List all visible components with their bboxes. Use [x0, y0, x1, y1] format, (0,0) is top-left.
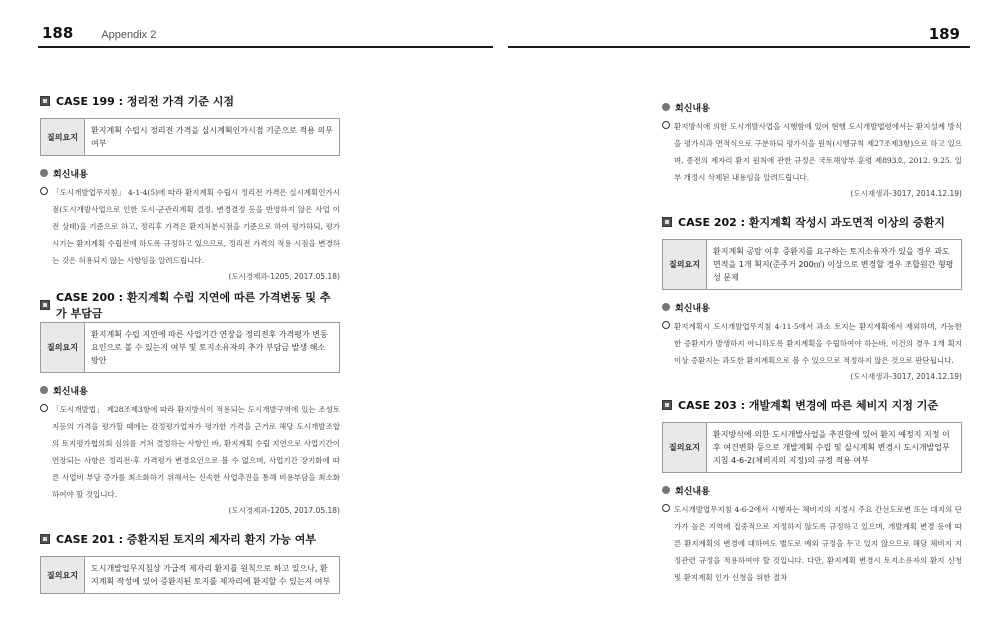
case-title	[40, 92, 340, 110]
question-box	[662, 239, 962, 290]
question-label: 질의요지	[41, 323, 85, 372]
answer-dot-icon	[40, 169, 48, 177]
answer-text: 환지방식에 의한 도시개발사업을 시행함에 있어 현행 도시개발법령에서는 환지설계 방식을 평가식과 면적식으로 구분하되 평가식을 원칙(시행규칙 제27조제3항)으로 하고 있으며, 종전의 제자리 환지 원칙에 관한 규정은 국토해양부 훈령 제893호, 2012. 9.25. 일부 개정시 삭제된 내용임을 알려드립니다.	[674, 122, 962, 182]
answer-body	[662, 118, 962, 186]
reference-note: (도시재생과-3017, 2014.12.19)	[850, 189, 962, 198]
reference-note: (도시경제과-1205, 2017.05.18)	[228, 272, 340, 281]
answer-heading	[662, 100, 962, 114]
right-page-number: 189	[928, 25, 960, 43]
answer-dot-icon	[662, 303, 670, 311]
case-title-text: CASE 203 : 개발계획 변경에 따른 체비지 지정 기준	[678, 399, 939, 412]
reference-note: (도시재생과-3017, 2014.12.19)	[850, 372, 962, 381]
answer-text: 「도시개발업무지침」 4-1-4(5)에 따라 환지계획 수립시 정리전 가격은 실시계획인가시점(도시개발사업으로 인한 도시·군관리계획 결정, 변경결정 등을 반영하지 않은 사업 이전 상태)을 기준으로 하고, 정리후 가격은 환지처분시점을 기준으로 하여 평가하되, 평가시기는 환지계획 수립전에 하도록 규정하고 있으므로, 정리전 가격의 적용 시점을 변경하는 것은 허용되지 않는 사항임을 알려드립니다.	[52, 188, 340, 265]
case-title-text: CASE 201 : 증환지된 토지의 제자리 환지 가능 여부	[56, 533, 317, 546]
question-box	[40, 556, 340, 594]
answer-label: 회신내용	[53, 386, 88, 397]
question-label: 질의요지	[663, 423, 707, 472]
answer-body	[662, 501, 962, 586]
left-page-header	[42, 24, 156, 42]
answer-heading	[662, 483, 962, 497]
question-text: 환지계획 수립시 정리전 가격을 실시계획인가시점 기준으로 적용 의무 여부	[91, 126, 333, 148]
left-header-rule	[38, 46, 493, 48]
circle-bullet-icon	[40, 187, 48, 195]
circle-bullet-icon	[662, 321, 670, 329]
answer-label: 회신내용	[675, 486, 710, 497]
left-page-body	[40, 92, 340, 594]
case-title-text: CASE 200 : 환지계획 수립 지연에 따른 가격변동 및 추가 부담금	[56, 291, 331, 320]
question-text: 환지계획 수립 지연에 따른 사업기간 연장을 정리전후 가격평가 변동요인으로 볼 수 있는지 여부 및 토지소유자의 추가 부담금 발생 해소 방안	[91, 330, 328, 365]
case-title-text: CASE 199 : 정리전 가격 기준 시점	[56, 95, 234, 108]
answer-text: 「도시개발법」 제28조제3항에 따라 환지방식이 적용되는 도시개발구역에 있는 조성토지등의 가격을 평가할 때에는 감정평가업자가 평가한 가격을 근거로 해당 도시개발조합의 토지평가협의회 심의를 거쳐 결정하는 사항인 바, 환지계획 수립 지연으로 사업기간이 연장되는 사항은 정리전·후 가격평가 변경요인으로 볼 수 없으며, 사업기간 장기화에 따른 사업비 부담 증가를 최소화하기 위해서는 신속한 사업추진을 통해 비용부담을 최소화하여야 할 것입니다.	[52, 405, 340, 499]
case-marker-icon	[662, 217, 672, 227]
case-201	[40, 530, 340, 594]
answer-body	[40, 184, 340, 269]
right-page-header	[929, 24, 960, 43]
answer-label: 회신내용	[675, 103, 710, 114]
case-title	[40, 530, 340, 548]
case-marker-icon	[40, 96, 50, 106]
left-page-number: 188	[42, 24, 74, 42]
case-200	[40, 291, 340, 516]
case-marker-icon	[40, 300, 50, 310]
question-box	[40, 322, 340, 373]
reference-note: (도시경제과-1205, 2017.05.18)	[228, 506, 340, 515]
answer-label: 회신내용	[53, 169, 88, 180]
case-title	[662, 396, 962, 414]
right-page-body	[662, 100, 962, 586]
question-text: 환지계획 공람 이후 증환지를 요구하는 토지소유자가 있을 경우 과도면적을 1개 획지(준주거 200㎡) 이상으로 변경할 경우 조합원간 형평성 문제	[713, 247, 954, 282]
question-label: 질의요지	[41, 557, 85, 593]
case-201-answer	[662, 100, 962, 199]
case-title	[40, 291, 340, 320]
answer-label: 회신내용	[675, 303, 710, 314]
answer-body	[662, 318, 962, 369]
answer-text: 환지계획시 도시개발업무지침 4-11-5에서 과소 토지는 환지계획에서 제외하며, 가능한 한 증환지가 발생하지 아니하도록 환지계획을 수립하여야 하는바, 이건의 경우 1개 획지 이상 증환지는 과도한 환지계획으로 볼 수 있으므로 적정하지 않은 것으로 판단됩니다.	[674, 322, 962, 365]
case-marker-icon	[40, 534, 50, 544]
answer-dot-icon	[662, 103, 670, 111]
answer-heading	[40, 383, 340, 397]
section-label: Appendix 2	[101, 29, 157, 41]
question-text: 환지방식에 의한 도시개발사업을 추진함에 있어 환지 예정지 지정 이후 여건변화 등으로 개발계획 수립 및 실시계획 변경시 도시개발업무지침 4-6-2(체비지의 지정)의 규정 적용 여부	[713, 430, 950, 465]
case-marker-icon	[662, 400, 672, 410]
right-header-rule	[508, 46, 970, 48]
circle-bullet-icon	[40, 404, 48, 412]
case-title	[662, 213, 962, 231]
question-label: 질의요지	[663, 240, 707, 289]
case-202	[662, 213, 962, 382]
answer-body	[40, 401, 340, 503]
answer-dot-icon	[40, 386, 48, 394]
question-text: 도시개발업무지침상 가급적 제자리 환지를 원칙으로 하고 있으나, 환지계획 작성에 있어 증환지된 토지를 제자리에 환지할 수 있는지 여부	[91, 564, 331, 586]
answer-text: 도시개발업무지침 4-6-2에서 시행자는 체비지의 지정시 주요 간선도로변 또는 대지의 단가가 높은 지역에 집중적으로 지정하지 않도록 규정하고 있으며, 개발계획 변경 등에 따른 환지계획의 변경에 대하여도 별도로 예외 규정을 두고 있지 않으므로 해당 체비지 지정관련 규정을 적용하여야 할 것입니다. 다만, 환지계획 변경시 토지소유자의 환지 신청 및 환지계획 인가 신청을 위한 절차	[674, 505, 962, 582]
case-203	[662, 396, 962, 586]
answer-heading	[662, 300, 962, 314]
answer-dot-icon	[662, 486, 670, 494]
case-199	[40, 92, 340, 282]
answer-heading	[40, 166, 340, 180]
circle-bullet-icon	[662, 121, 670, 129]
question-box	[40, 118, 340, 156]
question-box	[662, 422, 962, 473]
case-title-text: CASE 202 : 환지계획 작성시 과도면적 이상의 증환지	[678, 216, 945, 229]
question-label: 질의요지	[41, 119, 85, 155]
circle-bullet-icon	[662, 504, 670, 512]
